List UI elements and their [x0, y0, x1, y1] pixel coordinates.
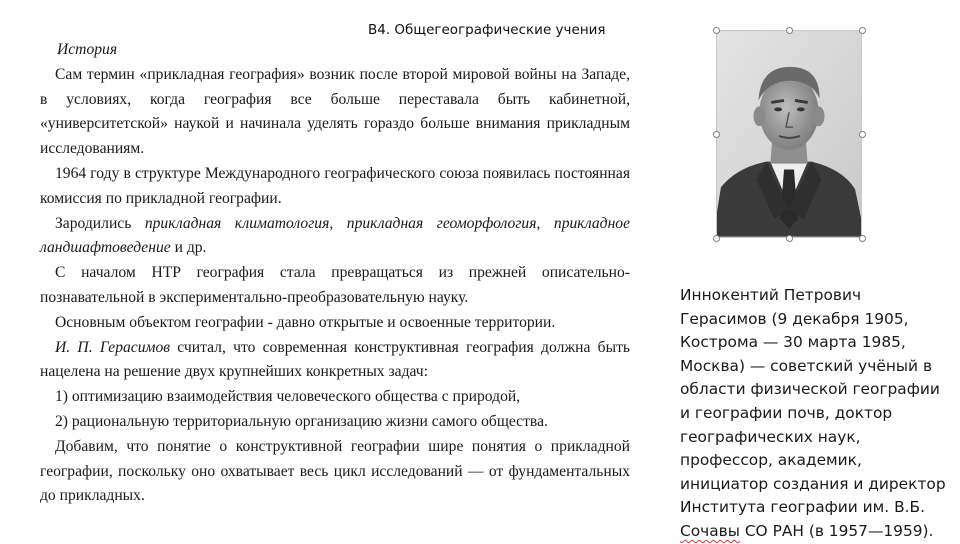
paragraph-conclusion: Добавим, что понятие о конструктивной географии шире понятия о прикладной географии, поскольку оно охватывает весь цикл исследований — от фундаментальных до прикладных.: [40, 437, 630, 505]
paragraph-1964: 1964 году в структуре Международного географического союза появилась постоянная комиссия по прикладной географии.: [40, 164, 630, 207]
resize-handle-bottom-left[interactable]: [713, 235, 720, 242]
resize-handle-top-mid[interactable]: [786, 27, 793, 34]
list-item-1: 1) оптимизацию взаимодействия человеческого общества с природой,: [55, 388, 521, 406]
paragraph-emerged: Зародились прикладная климатология, прикладная геоморфология, прикладное ландшафтоведение и др.: [40, 214, 631, 257]
paragraph-ntr: С началом НТР география стала превращаться из прежней описательно-познавательной в экспериментально-преобразовательную науку.: [40, 264, 630, 306]
resize-handle-bottom-mid[interactable]: [786, 235, 793, 242]
portrait-caption: Иннокентий Петрович Герасимов (9 декабря 1905, Кострома — 30 марта 1985, Москва) — советский учёный в области физической географии и географии почв, доктор географических наук, профессор, академик, инициатор создания и директор Института географии им. В.Б. Сочавы СО РАН (в 1957—1959).: [680, 286, 946, 540]
resize-handle-top-left[interactable]: [713, 27, 720, 34]
paragraph-term-origin: Сам термин «прикладная география» возник после второй мировой войны на Западе, в условиях, когда география все больше переставала быть кабинетной, «университетской» наукой и начинала уделять гораздо больше внимания прикладным исследованиям.: [40, 65, 630, 158]
resize-handle-bottom-right[interactable]: [859, 235, 866, 242]
body-text: [40, 38, 630, 509]
list-item-2: 2) рациональную территориальную организацию жизни самого общества.: [55, 412, 548, 430]
resize-handle-top-right[interactable]: [859, 27, 866, 34]
portrait-photo[interactable]: [716, 30, 862, 238]
paragraph-gerasimov: И. П. Герасимов считал, что современная конструктивная география должна быть нацелена на решение двух крупнейших конкретных задач:: [40, 338, 630, 381]
section-heading: История: [57, 41, 118, 58]
resize-handle-mid-left[interactable]: [713, 131, 720, 138]
slide-title: В4. Общегеографические учения: [368, 22, 606, 38]
paragraph-main-object: Основным объектом географии - давно открытые и освоенные территории.: [55, 313, 556, 331]
portrait-image: [717, 31, 861, 237]
spellcheck-flagged-word: Сочавы: [680, 521, 740, 540]
resize-handle-mid-right[interactable]: [859, 131, 866, 138]
